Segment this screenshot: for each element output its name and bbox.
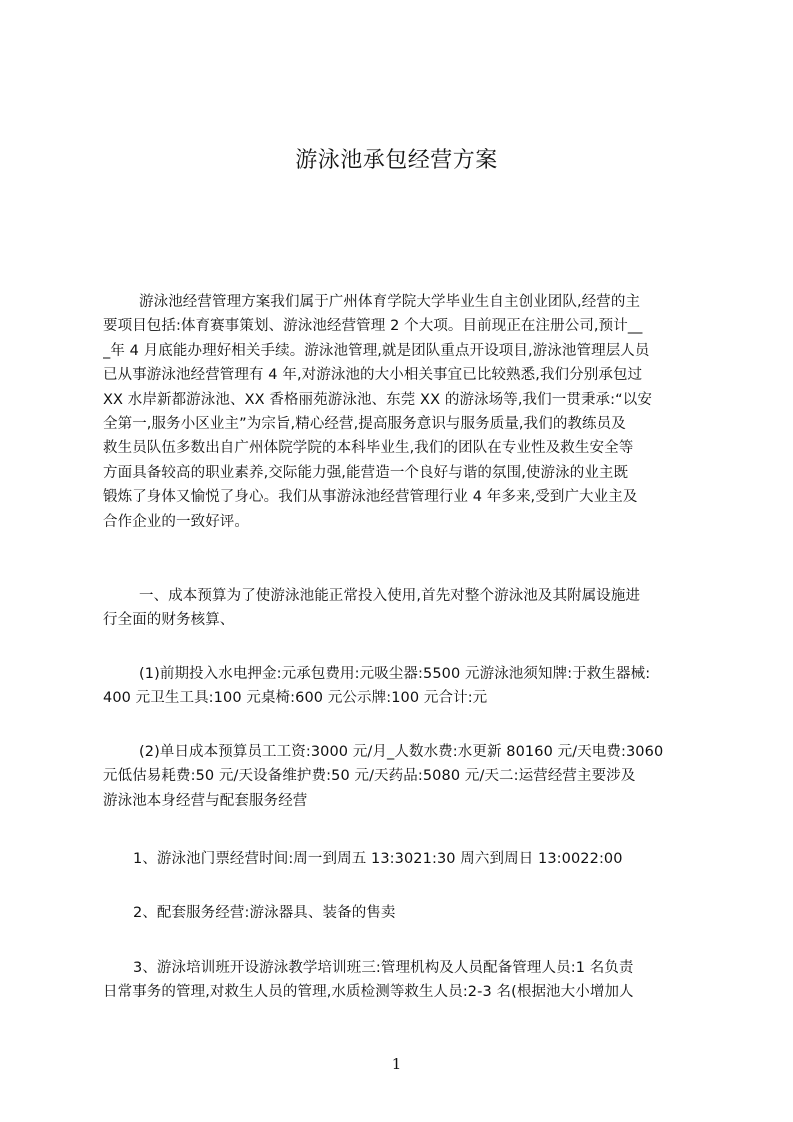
text-line: 行全面的财务核算、 — [103, 612, 235, 629]
text-line: 3、游泳培训班开设游泳教学培训班三:管理机构及人员配备管理人员:1 名负责 — [133, 960, 634, 976]
text-line: 2、配套服务经营:游泳器具、装备的售卖 — [133, 905, 396, 921]
document-title: 游泳池承包经营方案 — [295, 148, 498, 173]
text-line: 日常事务的管理,对救生人员的管理,水质检测等救生人员:2-3 名(根据池大小增加人 — [103, 984, 634, 1001]
text-line: 救生员队伍多数出自广州体院学院的本科毕业生,我们的团队在专业性及救生安全等 — [103, 440, 634, 457]
ops-training-and-staffing — [103, 956, 700, 1005]
page-number: 1 — [391, 1055, 402, 1073]
text-line: 锻炼了身体又愉悦了身心。我们从事游泳池经营管理行业 4 年多来,受到广大业主及 — [103, 489, 638, 506]
ops-supporting-services — [103, 901, 700, 925]
section-cost-budget — [103, 584, 700, 633]
text-line: 已从事游泳池经营管理有 4 年,对游泳池的大小相关事宜已比较熟悉,我们分别承包过 — [103, 367, 643, 384]
text-line: (1)前期投入水电押金:元承包费用:元吸尘器:5500 元游泳池须知牌:于救生器械: — [139, 666, 651, 682]
text-line: 游泳池本身经营与配套服务经营 — [103, 792, 308, 809]
text-line: 游泳池经营管理方案我们属于广州体育学院大学毕业生自主创业团队,经营的主 — [139, 294, 641, 310]
text-line: 一、成本预算为了使游泳池能正常投入使用,首先对整个游泳池及其附属设施进 — [139, 588, 641, 604]
text-line: 元低估易耗费:50 元/天设备维护费:50 元/天药品:5080 元/天二:运营经营主要涉及 — [103, 768, 636, 785]
text-line: 全第一,服务小区业主”为宗旨,精心经营,提高服务意识与服务质量,我们的教练员及 — [103, 415, 626, 432]
text-line: 要项目包括:体育赛事策划、游泳池经营管理 2 个大项。目前现正在注册公司,预计__ — [103, 318, 643, 335]
item-initial-investment — [103, 662, 700, 711]
text-line: 合作企业的一致好评。 — [103, 513, 249, 530]
ops-ticket-hours — [103, 847, 700, 871]
text-line: (2)单日成本预算员工工资:3000 元/月_人数水费:水更新 80160 元/天电费:3060 — [139, 744, 664, 760]
text-line: _年 4 月底能办理好相关手续。游泳池管理,就是团队重点开设项目,游泳池管理层人员 — [103, 342, 650, 359]
text-line: 方面具备较高的职业素养,交际能力强,能营造一个良好与谐的氛围,使游泳的业主既 — [103, 464, 629, 481]
item-daily-cost — [103, 740, 700, 813]
text-line: 1、游泳池门票经营时间:周一到周五 13:3021:30 周六到周日 13:0022:00 — [133, 851, 623, 867]
text-line: XX 水岸新都游泳池、XX 香格丽苑游泳池、东莞 XX 的游泳场等,我们一贯秉承:“以安 — [103, 391, 652, 408]
text-line: 400 元卫生工具:100 元桌椅:600 元公示牌:100 元合计:元 — [103, 690, 488, 707]
intro-paragraph — [103, 290, 700, 534]
